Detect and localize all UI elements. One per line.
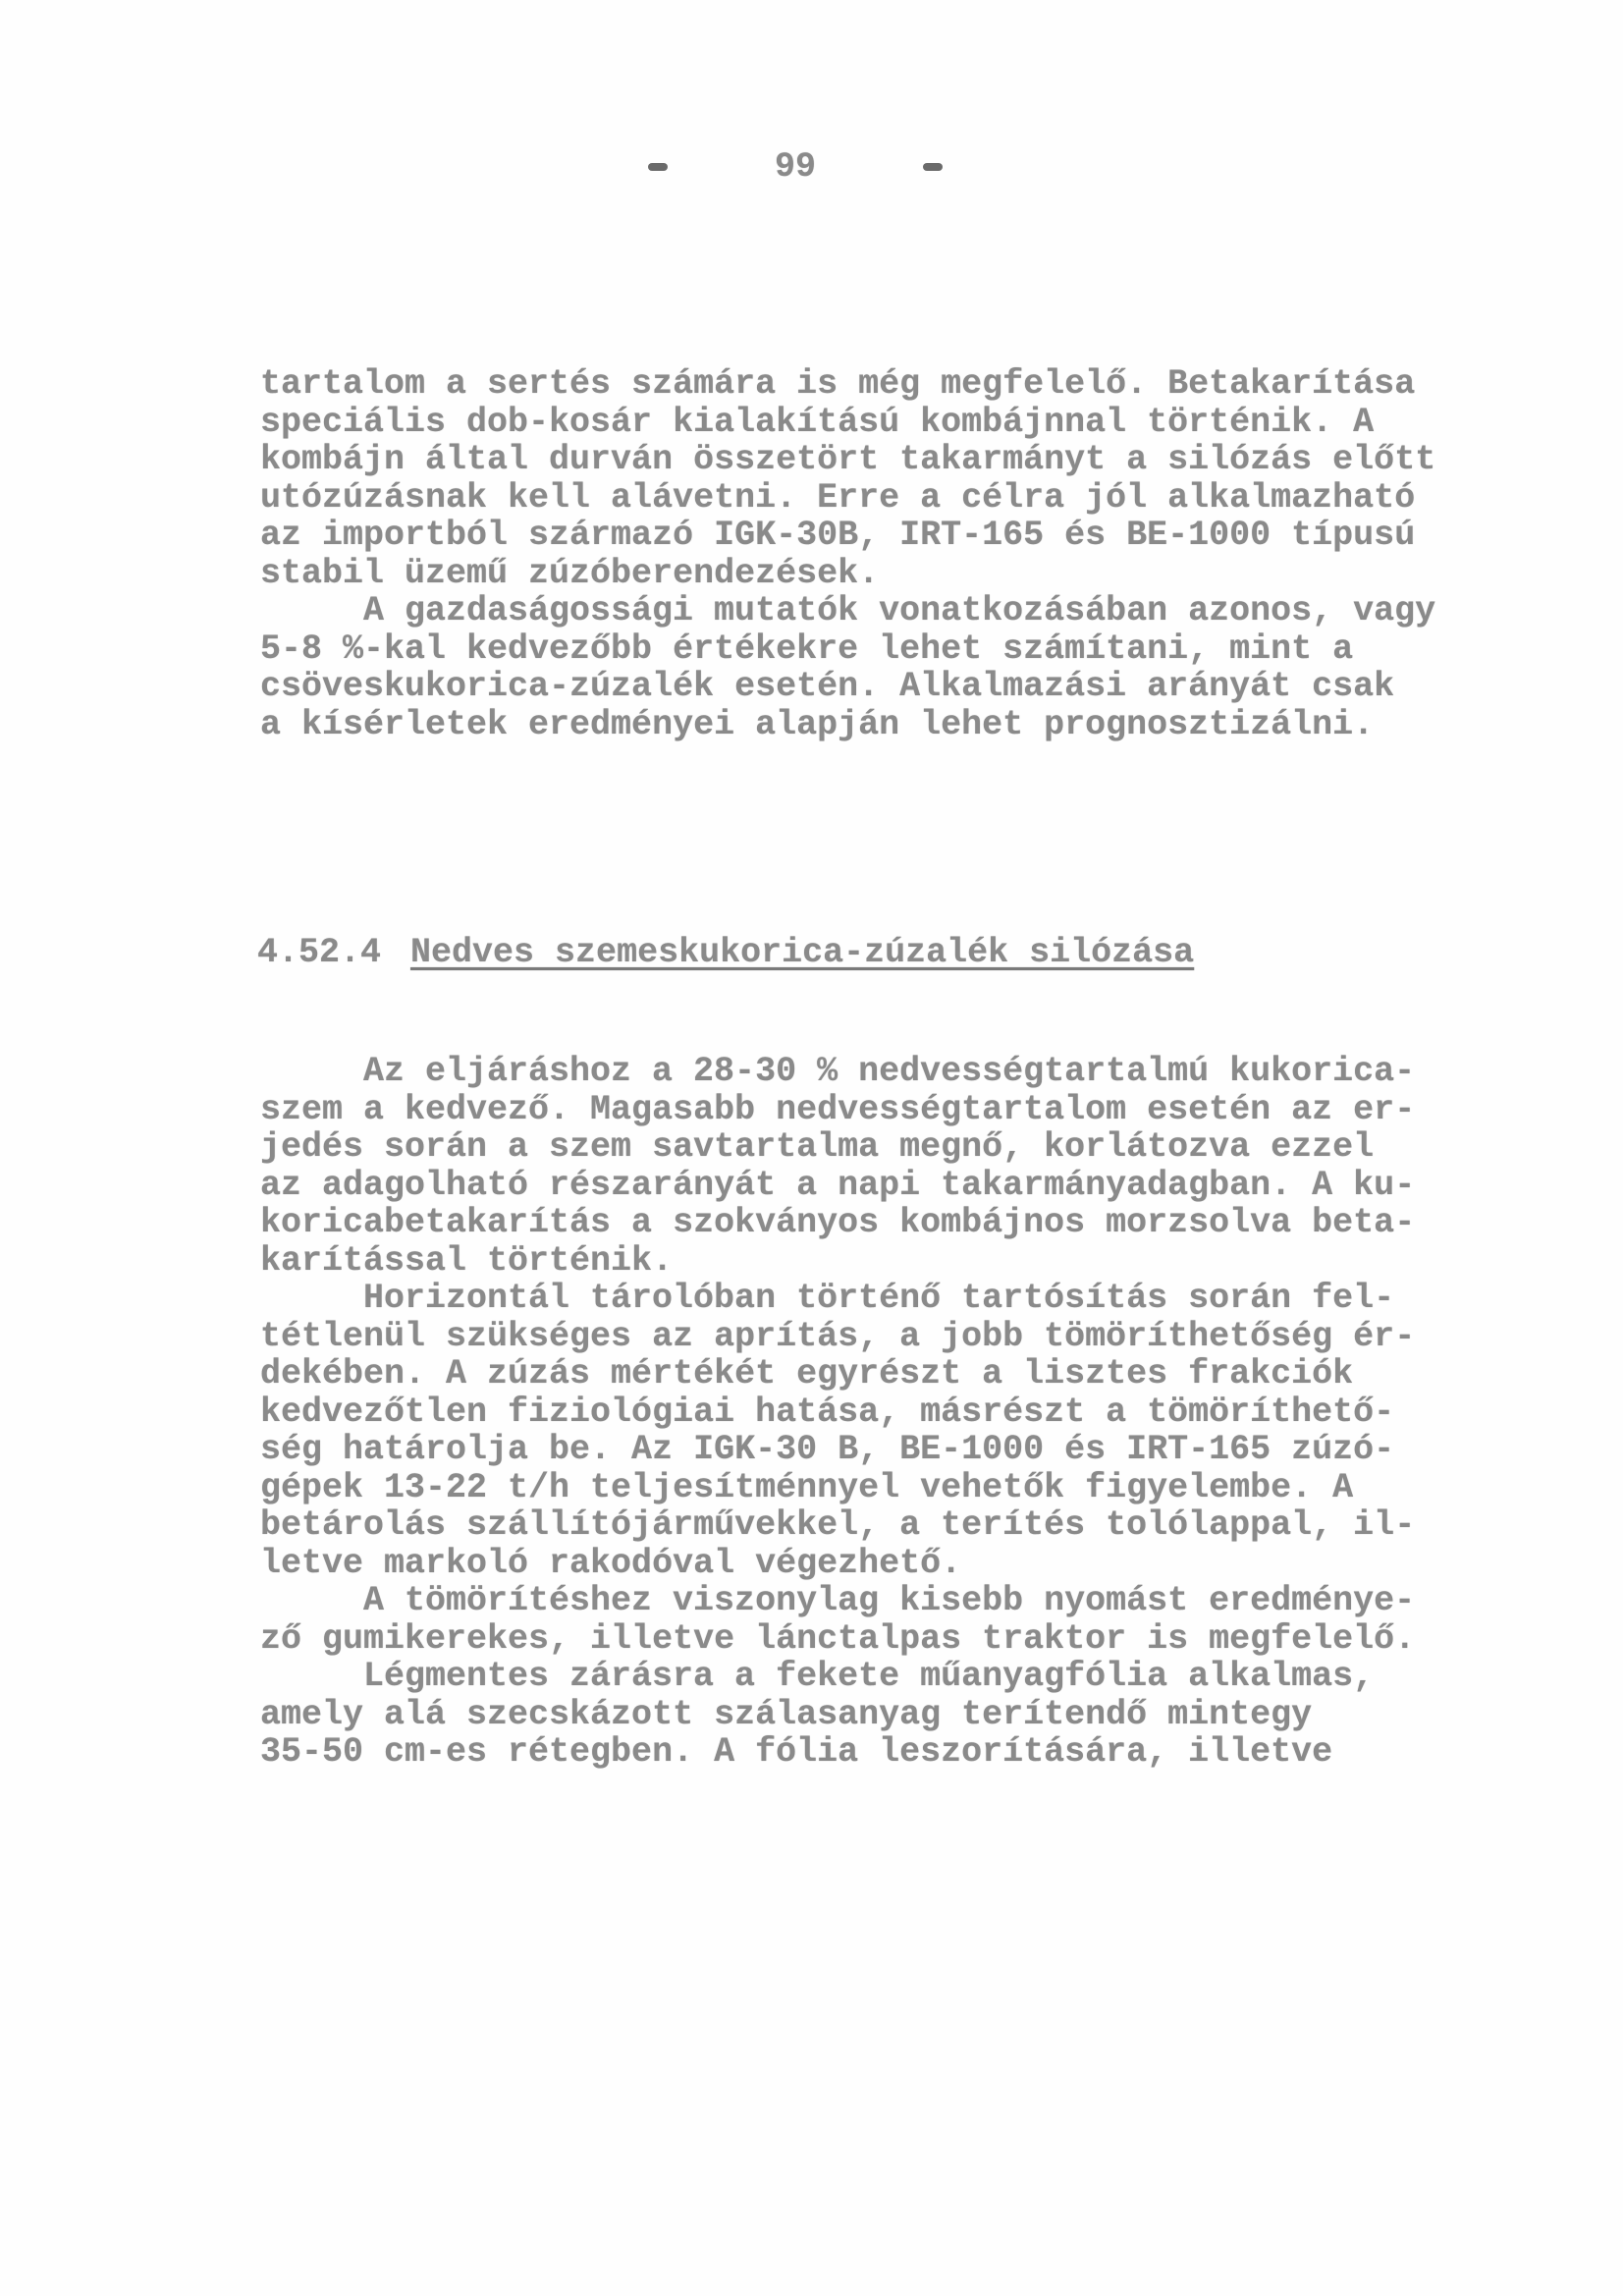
text-line: ség határolja be. Az IGK-30 B, BE-1000 és IRT-165 zúzó- <box>260 1430 1395 1469</box>
text-line: a kísérletek eredményei alapján lehet prognosztizálni. <box>260 704 1375 744</box>
text-line: A tömörítéshez viszonylag kisebb nyomást eredménye- <box>363 1581 1416 1620</box>
text-line: szem a kedvező. Magasabb nedvességtartalom esetén az er- <box>260 1089 1416 1129</box>
text-line: csöveskukorica-zúzalék esetén. Alkalmazási arányát csak <box>260 667 1395 706</box>
text-line: utózúzásnak kell alávetni. Erre a célra jól alkalmazható <box>260 477 1416 518</box>
text-line: kombájn által durván összetört takarmányt a silózás előtt <box>260 440 1436 479</box>
text-line: 5-8 %-kal kedvezőbb értékekre lehet számítani, mint a <box>260 629 1354 669</box>
text-line: 35-50 cm-es rétegben. A fólia leszorítására, illetve <box>260 1732 1333 1772</box>
text-line: speciális dob-kosár kialakítású kombájnnal történik. A <box>260 402 1375 442</box>
page-number-dash-left <box>648 163 668 171</box>
text-line: jedés során a szem savtartalma megnő, korlátozva ezzel <box>260 1127 1375 1167</box>
section-number: 4.52.4 <box>257 933 382 972</box>
text-line: koricabetakarítás a szokványos kombájnos morzsolva beta- <box>260 1203 1416 1242</box>
page-header <box>648 147 943 187</box>
text-line: tétlenül szükséges az aprítás, a jobb tömöríthetőség ér- <box>260 1316 1416 1356</box>
text-line: letve markoló rakodóval végezhető. <box>260 1543 962 1583</box>
text-line: Horizontál tárolóban történő tartósítás során fel- <box>363 1279 1395 1318</box>
text-line: az adagolható részarányát a napi takarmányadagban. A ku- <box>260 1165 1416 1205</box>
text-line: kedvezőtlen fiziológiai hatása, másrészt a tömöríthető- <box>260 1392 1395 1432</box>
page-number-dash-right <box>923 163 943 171</box>
text-line: karítással történik. <box>260 1240 674 1281</box>
text-line: tartalom a sertés számára is még megfelelő. Betakarítása <box>260 364 1416 404</box>
text-line: az importból származó IGK-30B, IRT-165 és BE-1000 típusú <box>260 516 1416 555</box>
text-line: amely alá szecskázott szálasanyag terítendő mintegy <box>260 1694 1313 1734</box>
text-line: betárolás szállítójárművekkel, a terítés tolólappal, il- <box>260 1505 1416 1545</box>
text-line: Az eljáráshoz a 28-30 % nedvességtartalmú kukorica- <box>363 1052 1416 1091</box>
text-line: dekében. A zúzás mértékét egyrészt a lisztes frakciók <box>260 1354 1354 1394</box>
text-line: Légmentes zárásra a fekete műanyagfólia alkalmas, <box>363 1657 1375 1696</box>
page-number: 99 <box>774 147 816 187</box>
section-title: Nedves szemeskukorica-zúzalék silózása <box>410 933 1195 972</box>
text-line: stabil üzemű zúzóberendezések. <box>260 553 880 593</box>
text-line: ző gumikerekes, illetve lánctalpas traktor is megfelelő. <box>260 1618 1416 1659</box>
paragraph-block-2 <box>260 1053 1415 1772</box>
text-line: A gazdaságossági mutatók vonatkozásában azonos, vagy <box>363 591 1436 630</box>
paragraph-block-1 <box>260 365 1435 743</box>
text-line: gépek 13-22 t/h teljesítménnyel vehetők figyelembe. A <box>260 1467 1354 1507</box>
section-heading <box>257 933 1194 972</box>
